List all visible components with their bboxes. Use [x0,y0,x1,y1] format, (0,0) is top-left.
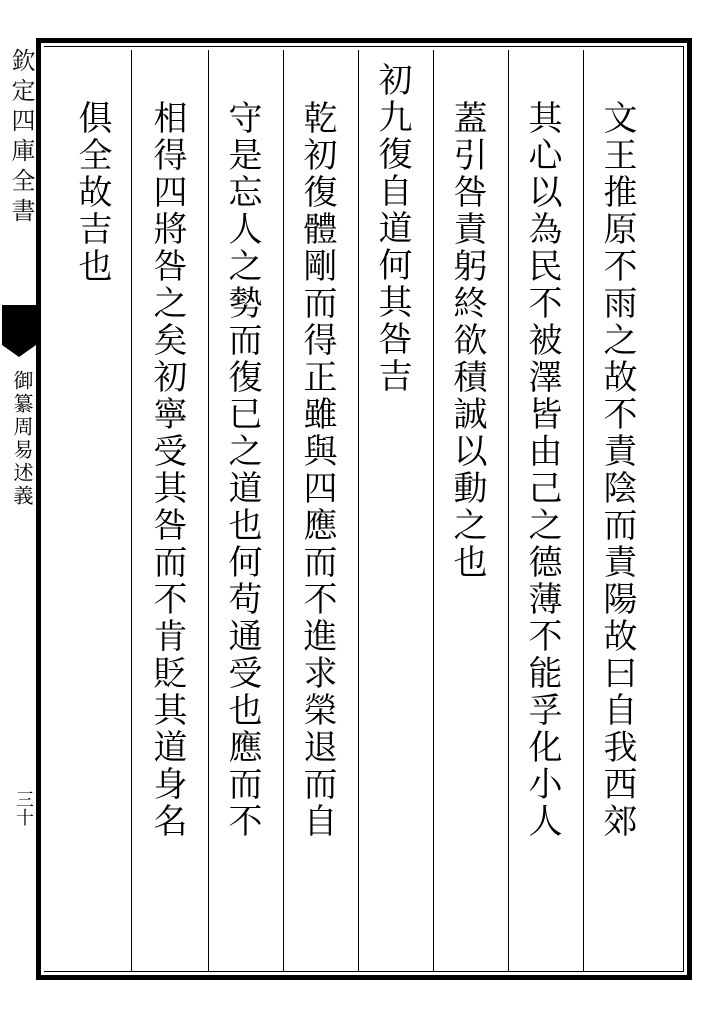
fishtail-notch [2,345,36,357]
text-column: 俱全故吉也 [72,100,112,285]
column-rule [208,50,209,972]
column-rule [583,50,584,972]
column-rule [433,50,434,972]
inner-frame [44,46,684,972]
fishtail-mark [2,305,36,345]
text-column: 守是忘人之勢而復已之道也何苟通受也應而不 [222,100,262,840]
page-number: 三十 [13,790,34,826]
column-rule [131,50,132,972]
text-column: 蓋引咎責躬終欲積誠以動之也 [447,100,487,581]
column-rule [358,50,359,972]
text-column: 初九復自道何其咎吉 [372,62,412,395]
column-rule [283,50,284,972]
text-column: 文王推原不雨之故不責陰而責陽故曰自我西郊 [597,100,637,840]
text-column: 乾初復體剛而得正雖與四應而不進求榮退而自 [297,100,337,840]
book-title: 御纂周易述義 [10,370,34,508]
text-column: 其心以為民不被澤皆由己之德薄不能孚化小人 [522,100,562,840]
text-column: 相得四將咎之矣初寧受其咎而不肯貶其道身名 [147,100,187,840]
collection-title: 欽定四庫全書 [7,48,35,228]
column-rule [508,50,509,972]
